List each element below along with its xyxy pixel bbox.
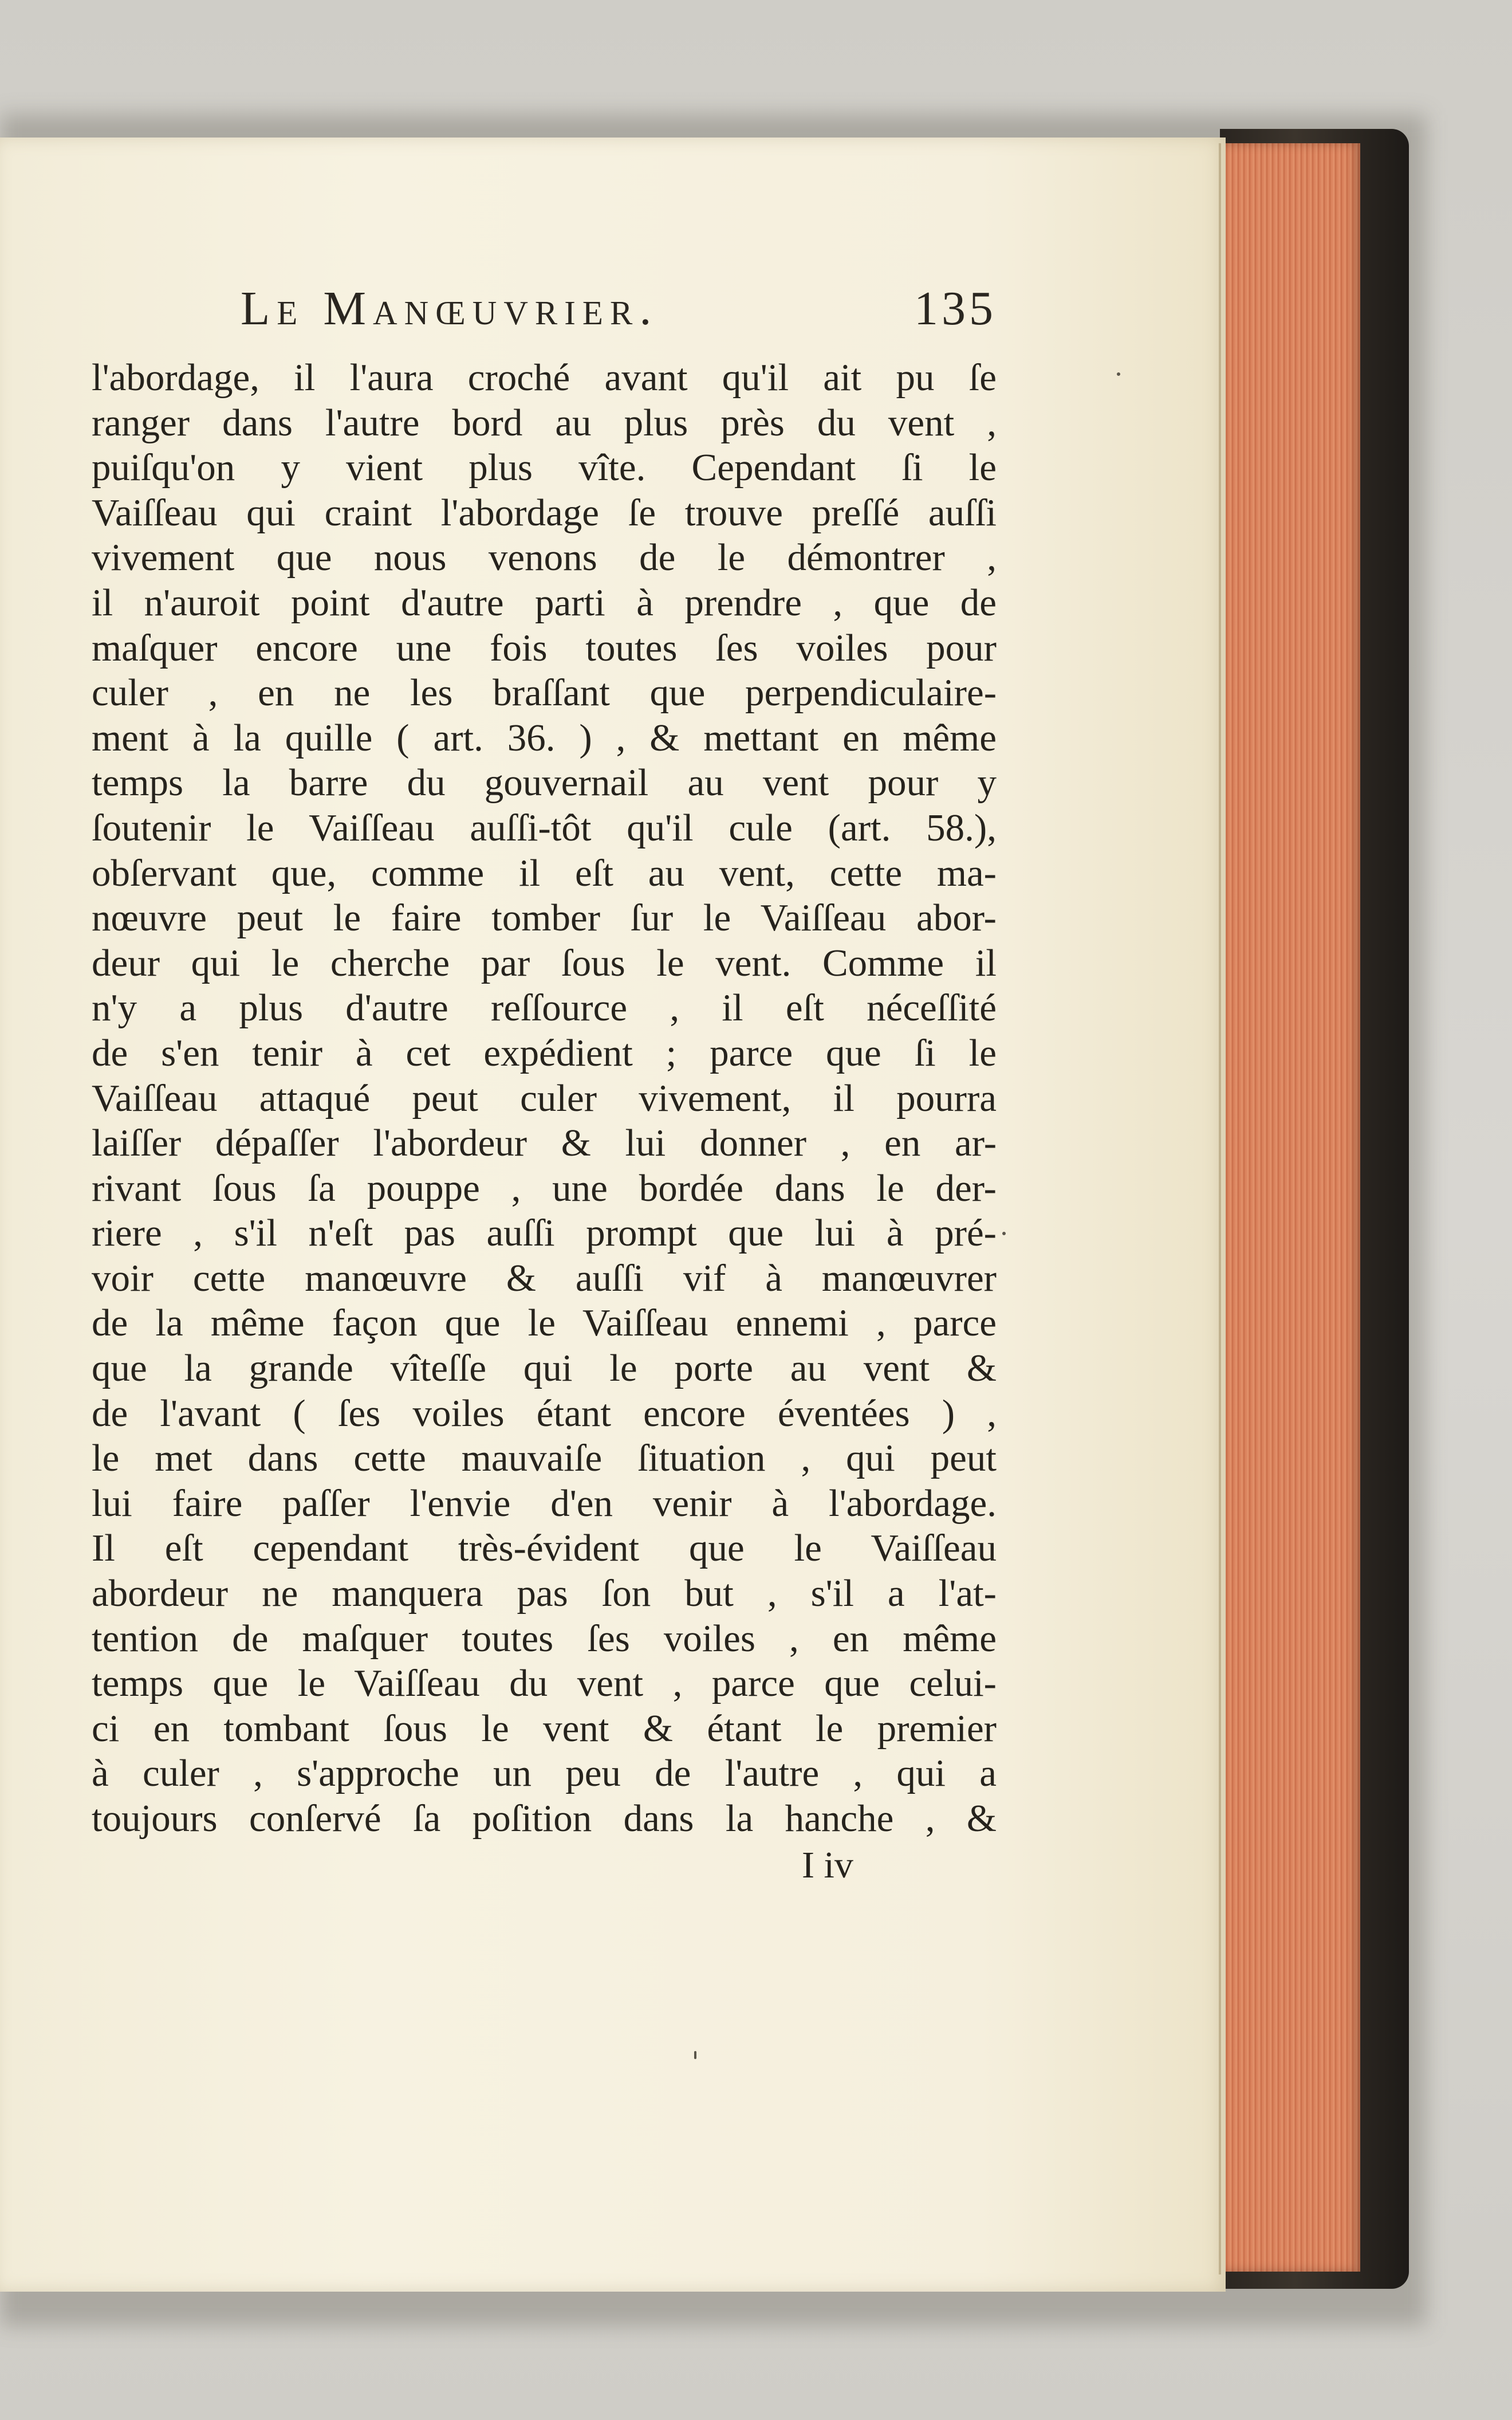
body-text [92, 355, 997, 1841]
paper-speck [694, 2051, 696, 2059]
text-line: lui faire paſſer l'envie d'en venir à l'abordage. [92, 1482, 997, 1525]
text-line: temps la barre du gouvernail au vent pour y [92, 761, 997, 804]
text-line: de l'avant ( ſes voiles étant encore éventées ) , [92, 1392, 997, 1435]
text-line: culer , en ne les braſſant que perpendiculaire- [92, 671, 997, 714]
text-line: rivant ſous ſa pouppe , une bordée dans le der- [92, 1166, 997, 1209]
text-line: que la grande vîteſſe qui le porte au vent & [92, 1347, 997, 1390]
running-head-title: Le Manœuvrier. [241, 282, 659, 335]
text-line: l'abordage, il l'aura croché avant qu'il ait pu ſe [92, 356, 997, 399]
text-line: nœuvre peut le faire tomber ſur le Vaiſſeau abor- [92, 897, 997, 940]
text-line: abordeur ne manquera pas ſon but , s'il a l'at- [92, 1572, 997, 1615]
text-line: laiſſer dépaſſer l'abordeur & lui donner , en ar- [92, 1122, 997, 1165]
paper-speck [1002, 1232, 1006, 1235]
text-line: de s'en tenir à cet expédient ; parce que ſi le [92, 1031, 997, 1074]
text-line: temps que le Vaiſſeau du vent , parce que celui- [92, 1662, 997, 1705]
text-line: deur qui le cherche par ſous le vent. Comme il [92, 941, 997, 984]
page-edges [1223, 143, 1360, 2272]
page-fold [1219, 143, 1221, 2274]
text-line: à culer , s'approche un peu de l'autre , qui a [92, 1752, 997, 1795]
text-line: Il eſt cependant très-évident que le Vaiſſeau [92, 1527, 997, 1570]
text-line: puiſqu'on y vient plus vîte. Cependant ſi le [92, 446, 997, 489]
text-line: ci en tombant ſous le vent & étant le premier [92, 1707, 997, 1750]
page-number: 135 [914, 282, 997, 335]
text-line: Vaiſſeau qui craint l'abordage ſe trouve preſſé auſſi [92, 491, 997, 534]
text-line: toujours conſervé ſa poſition dans la hanche , & [92, 1797, 997, 1840]
text-line: obſervant que, comme il eſt au vent, cette ma- [92, 851, 997, 894]
text-line: voir cette manœuvre & auſſi vif à manœuvrer [92, 1256, 997, 1299]
text-line: ſoutenir le Vaiſſeau auſſi-tôt qu'il cule (art. 58.), [92, 806, 997, 849]
text-line: riere , s'il n'eſt pas auſſi prompt que lui à pré- [92, 1212, 997, 1255]
text-line: ment à la quille ( art. 36. ) , & mettant en même [92, 716, 997, 759]
text-line: ranger dans l'autre bord au plus près du vent , [92, 401, 997, 444]
text-line: il n'auroit point d'autre parti à prendre , que de [92, 581, 997, 624]
text-line: le met dans cette mauvaiſe ſituation , qui peut [92, 1437, 997, 1480]
text-line: vivement que nous venons de le démontrer , [92, 536, 997, 579]
paper-speck [1117, 372, 1120, 376]
text-line: Vaiſſeau attaqué peut culer vivement, il pourra [92, 1077, 997, 1119]
text-line: maſquer encore une fois toutes ſes voiles pour [92, 626, 997, 669]
signature-mark: I iv [802, 1844, 853, 1886]
text-line: de la même façon que le Vaiſſeau ennemi , parce [92, 1302, 997, 1345]
text-line: n'y a plus d'autre reſſource , il eſt néceſſité [92, 987, 997, 1030]
text-line: tention de maſquer toutes ſes voiles , en même [92, 1617, 997, 1660]
running-head [241, 281, 997, 349]
